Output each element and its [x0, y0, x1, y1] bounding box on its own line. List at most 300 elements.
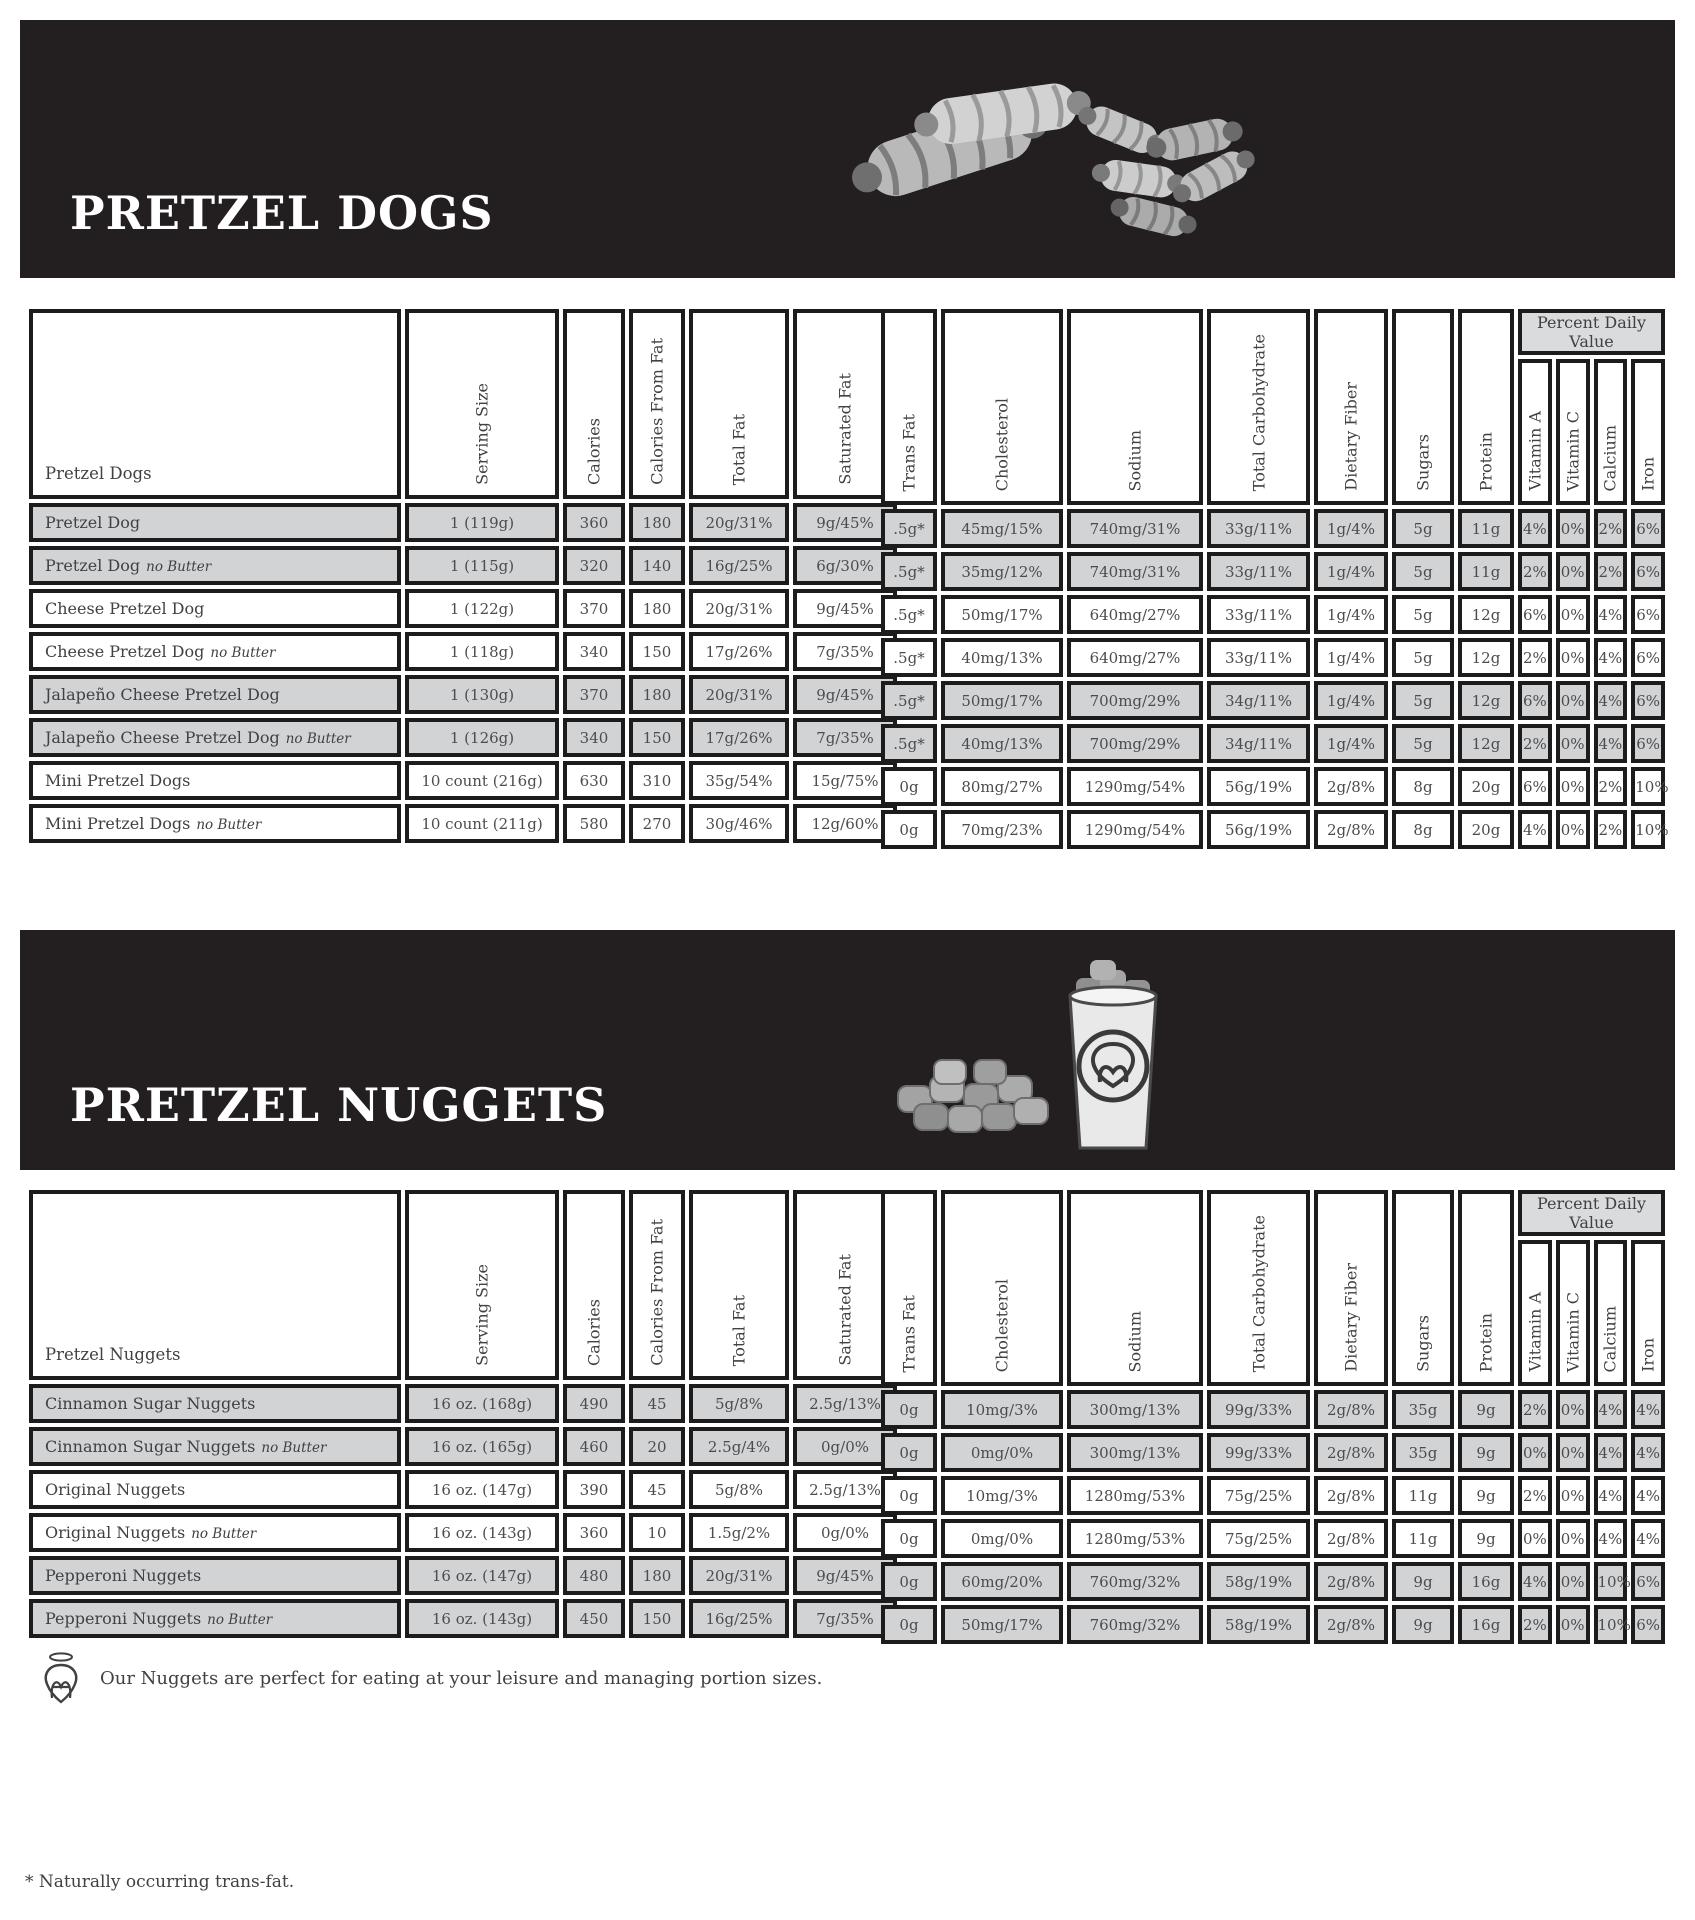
- nutrition-cell: 11g: [1458, 509, 1514, 548]
- nutrition-cell: 5g: [1392, 638, 1454, 677]
- nutrition-cell: 2%: [1594, 552, 1628, 591]
- nutrition-cell: 450: [563, 1599, 625, 1638]
- table-row: [29, 1513, 897, 1552]
- item-name: Jalapeño Cheese Pretzel Dog: [45, 728, 280, 747]
- nutrition-cell: 15g/75%: [793, 761, 897, 800]
- table-row: [881, 595, 1665, 634]
- nutrition-cell: .5g*: [881, 509, 937, 548]
- nutrition-cell: 370: [563, 675, 625, 714]
- nutrition-cell: 4%: [1594, 595, 1628, 634]
- nutrition-cell: 340: [563, 632, 625, 671]
- dogs-nutrition-table-right: [877, 305, 1669, 853]
- item-name-cell: [29, 675, 401, 714]
- nutrition-cell: 33g/11%: [1207, 552, 1310, 591]
- nutrition-cell: 2g/8%: [1314, 810, 1388, 849]
- nutrition-cell: 16 oz. (165g): [405, 1427, 559, 1466]
- nutrition-cell: 58g/19%: [1207, 1605, 1310, 1644]
- column-header-label: Serving Size: [472, 1264, 492, 1366]
- nutrition-cell: 56g/19%: [1207, 810, 1310, 849]
- column-header-label: Saturated Fat: [835, 1254, 855, 1366]
- table-row: [881, 1605, 1665, 1644]
- nutrition-cell: 9g: [1458, 1433, 1514, 1472]
- pretzel-dogs-image: [835, 62, 1265, 242]
- nutrition-cell: 11g: [1458, 552, 1514, 591]
- column-header-label: Cholesterol: [992, 397, 1012, 491]
- table-row: [29, 1599, 897, 1638]
- nutrition-cell: 5g/8%: [689, 1384, 789, 1423]
- column-header: [941, 1190, 1063, 1386]
- nutrition-cell: 7g/35%: [793, 1599, 897, 1638]
- item-name-cell: [29, 632, 401, 671]
- column-header: [1392, 309, 1454, 505]
- nutrition-cell: 0%: [1556, 724, 1590, 763]
- nutrition-cell: 20: [629, 1427, 685, 1466]
- column-header-label: Total Carbohydrate: [1249, 1214, 1268, 1372]
- column-header-label: Serving Size: [472, 383, 492, 485]
- table-row: [29, 804, 897, 843]
- nutrition-cell: 1g/4%: [1314, 595, 1388, 634]
- nutrition-cell: 9g: [1458, 1390, 1514, 1429]
- column-header-label: Cholesterol: [992, 1278, 1012, 1372]
- nutrition-cell: 180: [629, 1556, 685, 1595]
- pretzel-dogs-banner: [20, 20, 1675, 278]
- nutrition-cell: 0%: [1556, 681, 1590, 720]
- item-name-cell: [29, 761, 401, 800]
- nutrition-cell: 10%: [1631, 810, 1665, 849]
- nutrition-cell: 58g/19%: [1207, 1562, 1310, 1601]
- nutrition-cell: 0g: [881, 810, 937, 849]
- column-header: [1314, 309, 1388, 505]
- page-title: PRETZEL DOGS: [70, 186, 494, 240]
- nutrition-cell: 35g: [1392, 1433, 1454, 1472]
- item-name-cell: [29, 1513, 401, 1552]
- nutrition-cell: 0%: [1518, 1519, 1552, 1558]
- item-name-suffix: no Butter: [261, 1440, 327, 1456]
- nutrition-cell: 16g/25%: [689, 1599, 789, 1638]
- column-header: [689, 309, 789, 499]
- nutrition-cell: 340: [563, 718, 625, 757]
- table-row: [881, 1476, 1665, 1515]
- nutrition-cell: 20g/31%: [689, 503, 789, 542]
- nutrition-cell: 1g/4%: [1314, 724, 1388, 763]
- nutrition-cell: 4%: [1594, 681, 1628, 720]
- nutrition-cell: 4%: [1518, 810, 1552, 849]
- nutrition-cell: 1 (130g): [405, 675, 559, 714]
- nutrition-cell: 760mg/32%: [1067, 1562, 1203, 1601]
- item-name-cell: [29, 1599, 401, 1638]
- nutrition-cell: 2g/8%: [1314, 1433, 1388, 1472]
- column-header: [1458, 309, 1514, 505]
- nutrition-cell: 5g: [1392, 595, 1454, 634]
- nutrition-cell: 6%: [1631, 638, 1665, 677]
- nutrition-cell: 0%: [1556, 1476, 1590, 1515]
- column-header: [1458, 1190, 1514, 1386]
- item-name-cell: [29, 804, 401, 843]
- nutrition-cell: 0g: [881, 1605, 937, 1644]
- column-header: [405, 309, 559, 499]
- item-name-suffix: no Butter: [146, 559, 212, 575]
- nutrition-cell: 16g/25%: [689, 546, 789, 585]
- nutrition-cell: 10%: [1631, 767, 1665, 806]
- nutrition-cell: 640mg/27%: [1067, 638, 1203, 677]
- nutrition-cell: 180: [629, 503, 685, 542]
- nutrition-cell: 2%: [1594, 810, 1628, 849]
- nutrition-cell: 760mg/32%: [1067, 1605, 1203, 1644]
- nutrition-cell: 2%: [1594, 509, 1628, 548]
- nutrition-cell: 0g: [881, 1390, 937, 1429]
- column-header: [629, 1190, 685, 1380]
- nutrition-cell: 9g: [1392, 1562, 1454, 1601]
- nutrition-cell: 6g/30%: [793, 546, 897, 585]
- table-row: [29, 1556, 897, 1595]
- column-header-label: Calories From Fat: [647, 338, 667, 485]
- column-header: [1207, 309, 1310, 505]
- item-name: Original Nuggets: [45, 1523, 186, 1542]
- nutrition-cell: 16 oz. (147g): [405, 1470, 559, 1509]
- column-header-label: Sodium: [1125, 429, 1145, 491]
- column-header-label: Protein: [1476, 1312, 1496, 1372]
- nutrition-cell: 0%: [1556, 1433, 1590, 1472]
- nutrition-cell: 45: [629, 1470, 685, 1509]
- nutrition-cell: 150: [629, 1599, 685, 1638]
- item-name: Original Nuggets: [45, 1480, 186, 1499]
- item-name-cell: [29, 1384, 401, 1423]
- nutrition-cell: 9g/45%: [793, 1556, 897, 1595]
- nutrition-cell: .5g*: [881, 552, 937, 591]
- column-header-label: Vitamin C: [1563, 410, 1583, 491]
- nutrition-cell: 0%: [1556, 509, 1590, 548]
- nutrition-cell: 35mg/12%: [941, 552, 1063, 591]
- table-row: [29, 546, 897, 585]
- item-name: Cheese Pretzel Dog: [45, 599, 205, 618]
- column-header-label: Sodium: [1125, 1310, 1145, 1372]
- nutrition-cell: 2.5g/13%: [793, 1384, 897, 1423]
- table-row: [29, 761, 897, 800]
- item-name-cell: [29, 1470, 401, 1509]
- nutrition-cell: 20g/31%: [689, 589, 789, 628]
- nutrition-cell: 0%: [1556, 767, 1590, 806]
- nutrition-cell: 6%: [1631, 595, 1665, 634]
- column-header-label: Calories: [584, 418, 604, 485]
- nutrition-cell: 1290mg/54%: [1067, 767, 1203, 806]
- nutrition-cell: 12g: [1458, 724, 1514, 763]
- nutrition-cell: 20g: [1458, 810, 1514, 849]
- column-header: [881, 1190, 937, 1386]
- column-header: [1067, 1190, 1203, 1386]
- nutrition-cell: 1g/4%: [1314, 552, 1388, 591]
- column-header: [1518, 1240, 1552, 1386]
- nutrition-cell: 6%: [1631, 724, 1665, 763]
- item-name: Pretzel Dog: [45, 556, 141, 575]
- nutrition-cell: 0%: [1556, 552, 1590, 591]
- nutrition-cell: 0%: [1556, 638, 1590, 677]
- nutrition-cell: 2g/8%: [1314, 1390, 1388, 1429]
- column-header-label: Vitamin C: [1563, 1291, 1583, 1372]
- nutrition-cell: 12g: [1458, 681, 1514, 720]
- nutrition-cell: 9g: [1458, 1519, 1514, 1558]
- column-header-label: Sugars: [1413, 1315, 1433, 1372]
- nutrition-cell: 1g/4%: [1314, 509, 1388, 548]
- nutrition-cell: 4%: [1594, 1476, 1628, 1515]
- column-header-label: Trans Fat: [899, 413, 919, 491]
- nutrition-cell: 300mg/13%: [1067, 1390, 1203, 1429]
- nutrition-cell: 5g/8%: [689, 1470, 789, 1509]
- nutrition-cell: 2%: [1518, 552, 1552, 591]
- nutrition-cell: 0g: [881, 1562, 937, 1601]
- nuggets-nutrition-table-right: [877, 1186, 1669, 1648]
- table-row: [29, 675, 897, 714]
- nutrition-cell: 6%: [1631, 552, 1665, 591]
- nutrition-cell: 17g/26%: [689, 718, 789, 757]
- nutrition-cell: 9g/45%: [793, 503, 897, 542]
- nutrition-cell: 2g/8%: [1314, 1562, 1388, 1601]
- table-row: [881, 638, 1665, 677]
- nutrition-cell: 20g: [1458, 767, 1514, 806]
- table-row: [29, 589, 897, 628]
- nutrition-cell: 30g/46%: [689, 804, 789, 843]
- table-row: [881, 552, 1665, 591]
- pdv-header: Percent Daily Value: [1518, 1190, 1665, 1236]
- nutrition-cell: 2%: [1594, 767, 1628, 806]
- nutrition-cell: 4%: [1594, 638, 1628, 677]
- nutrition-cell: 10: [629, 1513, 685, 1552]
- nutrition-cell: 320: [563, 546, 625, 585]
- nutrition-cell: 1 (118g): [405, 632, 559, 671]
- item-name: Pepperoni Nuggets: [45, 1566, 202, 1585]
- column-header-label: Vitamin A: [1525, 411, 1545, 491]
- nutrition-cell: 10 count (211g): [405, 804, 559, 843]
- nutrition-cell: 16g: [1458, 1562, 1514, 1601]
- nutrition-cell: 10%: [1594, 1562, 1628, 1601]
- table-row: [881, 810, 1665, 849]
- nutrition-cell: 80mg/27%: [941, 767, 1063, 806]
- nutrition-cell: 2%: [1518, 1390, 1552, 1429]
- nutrition-cell: 70mg/23%: [941, 810, 1063, 849]
- column-header-label: Total Fat: [729, 413, 749, 485]
- item-name-suffix: no Butter: [196, 817, 262, 833]
- column-header: [1594, 1240, 1628, 1386]
- nutrition-cell: 6%: [1631, 1562, 1665, 1601]
- nutrition-cell: 2g/8%: [1314, 767, 1388, 806]
- nutrition-cell: 0g/0%: [793, 1427, 897, 1466]
- item-name-suffix: no Butter: [210, 645, 276, 661]
- nutrition-cell: 150: [629, 718, 685, 757]
- nutrition-cell: 11g: [1392, 1476, 1454, 1515]
- nutrition-cell: 1 (122g): [405, 589, 559, 628]
- column-header-label: Calories: [584, 1299, 604, 1366]
- nutrition-cell: 7g/35%: [793, 632, 897, 671]
- item-name-cell: [29, 1556, 401, 1595]
- nutrition-cell: 1290mg/54%: [1067, 810, 1203, 849]
- nutrition-cell: 6%: [1518, 595, 1552, 634]
- column-header: [1067, 309, 1203, 505]
- nutrition-cell: 0g: [881, 1433, 937, 1472]
- nutrition-cell: 56g/19%: [1207, 767, 1310, 806]
- nutrition-cell: 640mg/27%: [1067, 595, 1203, 634]
- nutrition-cell: 270: [629, 804, 685, 843]
- nutrition-cell: 2g/8%: [1314, 1519, 1388, 1558]
- nutrition-cell: 10 count (216g): [405, 761, 559, 800]
- nuggets-note: [40, 1650, 822, 1706]
- nutrition-cell: 8g: [1392, 767, 1454, 806]
- nutrition-cell: 5g: [1392, 681, 1454, 720]
- column-header: [689, 1190, 789, 1380]
- table-row: [881, 681, 1665, 720]
- nutrition-cell: 16 oz. (147g): [405, 1556, 559, 1595]
- item-name-suffix: no Butter: [285, 731, 351, 747]
- nutrition-cell: 10mg/3%: [941, 1476, 1063, 1515]
- nutrition-cell: 740mg/31%: [1067, 552, 1203, 591]
- nutrition-cell: 0mg/0%: [941, 1519, 1063, 1558]
- column-header-label: Trans Fat: [899, 1294, 919, 1372]
- pretzel-halo-icon: [40, 1650, 82, 1706]
- nutrition-cell: .5g*: [881, 681, 937, 720]
- column-header-label: Calories From Fat: [647, 1219, 667, 1366]
- item-name-cell: [29, 503, 401, 542]
- nutrition-cell: 4%: [1594, 1390, 1628, 1429]
- nutrition-cell: 4%: [1631, 1519, 1665, 1558]
- nutrition-cell: 0%: [1556, 595, 1590, 634]
- nutrition-cell: 740mg/31%: [1067, 509, 1203, 548]
- nutrition-cell: 1g/4%: [1314, 638, 1388, 677]
- nutrition-cell: .5g*: [881, 724, 937, 763]
- nutrition-cell: 45: [629, 1384, 685, 1423]
- nutrition-cell: 33g/11%: [1207, 638, 1310, 677]
- nutrition-cell: 180: [629, 675, 685, 714]
- nutrition-cell: 460: [563, 1427, 625, 1466]
- nutrition-cell: 390: [563, 1470, 625, 1509]
- item-name: Mini Pretzel Dogs: [45, 814, 191, 833]
- nutrition-cell: 4%: [1594, 724, 1628, 763]
- nutrition-cell: 2.5g/4%: [689, 1427, 789, 1466]
- nutrition-cell: 0%: [1518, 1433, 1552, 1472]
- nutrition-cell: 1g/4%: [1314, 681, 1388, 720]
- nutrition-cell: 60mg/20%: [941, 1562, 1063, 1601]
- nutrition-cell: 5g: [1392, 509, 1454, 548]
- table-corner-label: Pretzel Nuggets: [29, 1190, 401, 1380]
- item-name-cell: [29, 589, 401, 628]
- nutrition-cell: 12g/60%: [793, 804, 897, 843]
- item-name-cell: [29, 1427, 401, 1466]
- column-header: [1392, 1190, 1454, 1386]
- nutrition-cell: 700mg/29%: [1067, 681, 1203, 720]
- nutrition-cell: .5g*: [881, 595, 937, 634]
- nutrition-cell: 35g/54%: [689, 761, 789, 800]
- nutrition-cell: 12g: [1458, 595, 1514, 634]
- footnote: * Naturally occurring trans-fat.: [25, 1872, 295, 1892]
- nutrition-cell: 7g/35%: [793, 718, 897, 757]
- column-header: [1556, 359, 1590, 505]
- table-corner-label: Pretzel Dogs: [29, 309, 401, 499]
- nutrition-cell: 99g/33%: [1207, 1390, 1310, 1429]
- nutrition-cell: 35g: [1392, 1390, 1454, 1429]
- nutrition-cell: 480: [563, 1556, 625, 1595]
- item-name-suffix: no Butter: [207, 1612, 273, 1628]
- item-name-cell: [29, 546, 401, 585]
- nutrition-cell: 630: [563, 761, 625, 800]
- nutrition-cell: 40mg/13%: [941, 724, 1063, 763]
- table-row: [29, 503, 897, 542]
- dogs-nutrition-table-left: [25, 305, 901, 847]
- nutrition-cell: 45mg/15%: [941, 509, 1063, 548]
- column-header: [1207, 1190, 1310, 1386]
- nutrition-cell: 11g: [1392, 1519, 1454, 1558]
- nutrition-cell: 10%: [1594, 1605, 1628, 1644]
- column-header-label: Saturated Fat: [835, 373, 855, 485]
- column-header-label: Dietary Fiber: [1341, 382, 1361, 491]
- column-header-label: Total Fat: [729, 1294, 749, 1366]
- nutrition-cell: 0g: [881, 767, 937, 806]
- nutrition-cell: 12g: [1458, 638, 1514, 677]
- nutrition-cell: 99g/33%: [1207, 1433, 1310, 1472]
- nutrition-cell: 34g/11%: [1207, 681, 1310, 720]
- nutrition-cell: 40mg/13%: [941, 638, 1063, 677]
- column-header: [1631, 359, 1665, 505]
- nutrition-cell: 5g: [1392, 552, 1454, 591]
- item-name: Pepperoni Nuggets: [45, 1609, 202, 1628]
- column-header-label: Vitamin A: [1525, 1292, 1545, 1372]
- column-header-label: Iron: [1638, 457, 1658, 491]
- nutrition-cell: 4%: [1518, 509, 1552, 548]
- nutrition-cell: 1.5g/2%: [689, 1513, 789, 1552]
- nutrition-cell: 4%: [1518, 1562, 1552, 1601]
- nutrition-cell: 0%: [1556, 1519, 1590, 1558]
- table-row: [881, 1433, 1665, 1472]
- column-header-label: Total Carbohydrate: [1249, 333, 1268, 491]
- nutrition-cell: 75g/25%: [1207, 1476, 1310, 1515]
- column-header: [1518, 359, 1552, 505]
- item-name: Jalapeño Cheese Pretzel Dog: [45, 685, 280, 704]
- nutrition-cell: 1 (115g): [405, 546, 559, 585]
- nutrition-cell: 310: [629, 761, 685, 800]
- nutrition-cell: 2%: [1518, 1605, 1552, 1644]
- nutrition-cell: 2%: [1518, 1476, 1552, 1515]
- table-row: [29, 632, 897, 671]
- column-header-label: Sugars: [1413, 434, 1433, 491]
- nutrition-cell: 0%: [1556, 1562, 1590, 1601]
- nutrition-cell: 360: [563, 1513, 625, 1552]
- nutrition-cell: 17g/26%: [689, 632, 789, 671]
- table-row: [881, 1390, 1665, 1429]
- column-header: [881, 309, 937, 505]
- nutrition-cell: 0%: [1556, 1605, 1590, 1644]
- nutrition-cell: 4%: [1594, 1519, 1628, 1558]
- nutrition-cell: 6%: [1631, 681, 1665, 720]
- nutrition-cell: 10mg/3%: [941, 1390, 1063, 1429]
- item-name: Mini Pretzel Dogs: [45, 771, 191, 790]
- nutrition-cell: 0mg/0%: [941, 1433, 1063, 1472]
- table-row: [29, 718, 897, 757]
- nutrition-cell: 1280mg/53%: [1067, 1476, 1203, 1515]
- nutrition-cell: 4%: [1594, 1433, 1628, 1472]
- nutrition-cell: 0g/0%: [793, 1513, 897, 1552]
- nutrition-cell: 140: [629, 546, 685, 585]
- nutrition-cell: 2%: [1518, 724, 1552, 763]
- table-row: [881, 1519, 1665, 1558]
- column-header-label: Iron: [1638, 1338, 1658, 1372]
- nutrition-cell: 4%: [1631, 1476, 1665, 1515]
- item-name: Cinnamon Sugar Nuggets: [45, 1437, 256, 1456]
- nutrition-cell: 1 (126g): [405, 718, 559, 757]
- nutrition-cell: 75g/25%: [1207, 1519, 1310, 1558]
- table-row: [881, 767, 1665, 806]
- column-header: [563, 1190, 625, 1380]
- nutrition-cell: 150: [629, 632, 685, 671]
- nutrition-cell: 50mg/17%: [941, 681, 1063, 720]
- nutrition-cell: 50mg/17%: [941, 1605, 1063, 1644]
- nutrition-cell: 20g/31%: [689, 675, 789, 714]
- nutrition-cell: 34g/11%: [1207, 724, 1310, 763]
